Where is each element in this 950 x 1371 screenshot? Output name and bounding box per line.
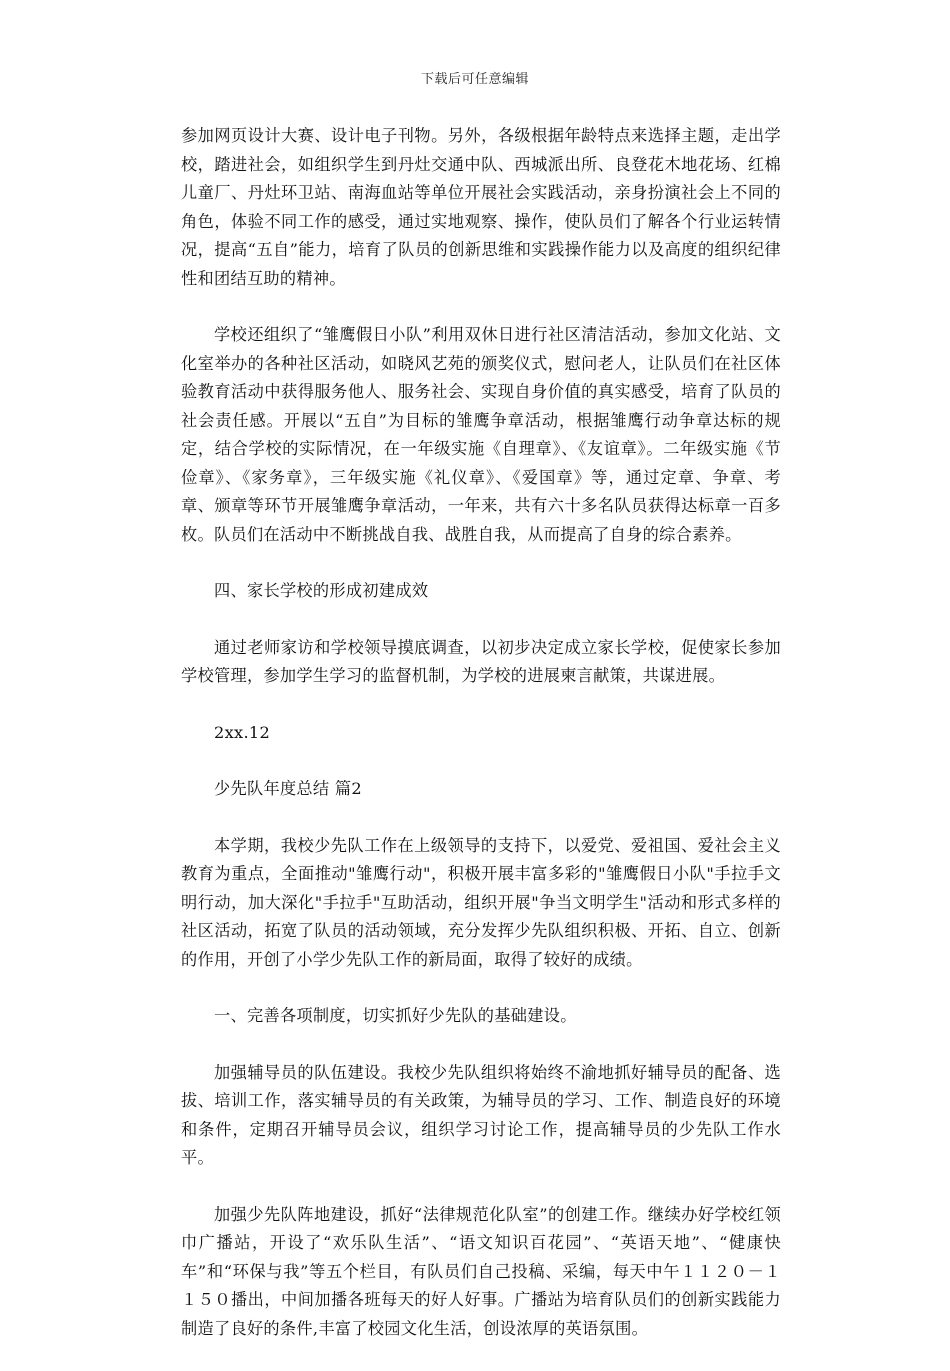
paragraph-counselor-team: 加强辅导员的队伍建设。我校少先队组织将始终不渝地抓好辅导员的配备、选拔、培训工作，落实辅导员的有关政策，为辅导员的学习、工作、制造良好的环境和条件，定期召开辅导员会议，组织学习讨论工作，提高辅导员的少先队工作水平。 (181, 1062, 781, 1167)
paragraph-community-activities: 学校还组织了“雏鹰假日小队”利用双休日进行社区清洁活动，参加文化站、文化室举办的各种社区活动，如晓风艺苑的颁奖仪式，慰问老人，让队员们在社区体验教育活动中获得服务他人、服务社会、实现自身价值的真实感受，培育了队员的社会责任感。开展以“五自”为目标的雏鹰争章活动，根据雏鹰行动争章达标的规定，结合学校的实际情况，在一年级实施《自理章》、《友谊章》。二年级实施《节俭章》、《家务章》，三年级实施《礼仪章》、《爱国章》等，通过定章、争章、考章、颁章等环节开展雏鹰争章活动，一年来，共有六十多名队员获得达标章一百多枚。队员们在活动中不断挑战自我、战胜自我，从而提高了自身的综合素养。 (181, 325, 781, 544)
section-heading-systems: 一、完善各项制度，切实抓好少先队的基础建设。 (214, 1006, 577, 1025)
page-header-note: 下载后可任意编辑 (420, 72, 529, 87)
paragraph-parent-school: 通过老师家访和学校领导摸底调查，以初步决定成立家长学校，促使家长参加学校管理，参加学生学习的监督机制，为学校的进展柬言献策，共谋进展。 (181, 637, 781, 685)
paragraph-continued: 参加网页设计大赛、设计电子刊物。另外，各级根据年龄特点来选择主题，走出学校，踏进社会，如组织学生到丹灶交通中队、西城派出所、良登花木地花场、红棉儿童厂、丹灶环卫站、南海血站等单位开展社会实践活动，亲身扮演社会上不同的角色，体验不同工作的感受，通过实地观察、操作，使队员们了解各个行业运转情况，提高“五自”能力，培育了队员的创新思维和实践操作能力以及高度的组织纪律性和团结互助的精神。 (181, 126, 781, 288)
section-heading-parent-school: 四、家长学校的形成初建成效 (214, 581, 429, 600)
paragraph-broadcast-station: 加强少先队阵地建设，抓好“法律规范化队室”的创建工作。继续办好学校红领巾广播站，开设了“欢乐队生活”、“语文知识百花园”、“英语天地”、“健康快车”和“环保与我”等五个栏目，有队员们自己投稿、采编，每天中午１１２０－１１５０播出，中间加播各班每天的好人好事。广播站为培育队员们的创新实践能力制造了良好的条件,丰富了校园文化生活，创设浓厚的英语氛围。 (181, 1204, 781, 1338)
date-line: 2xx.12 (214, 722, 271, 742)
document-body (181, 122, 781, 1371)
article-title: 少先队年度总结 篇2 (214, 779, 362, 798)
paragraph-intro: 本学期，我校少先队工作在上级领导的支持下，以爱党、爱祖国、爱社会主义教育为重点，全面推动"雏鹰行动"，积极开展丰富多彩的"雏鹰假日小队"手拉手文明行动，加大深化"手拉手"互助活动，组织开展"争当文明学生"活动和形式多样的社区活动，拓宽了队员的活动领域，充分发挥少先队组织积极、开拓、自立、创新的作用，开创了小学少先队工作的新局面，取得了较好的成绩。 (181, 835, 781, 969)
